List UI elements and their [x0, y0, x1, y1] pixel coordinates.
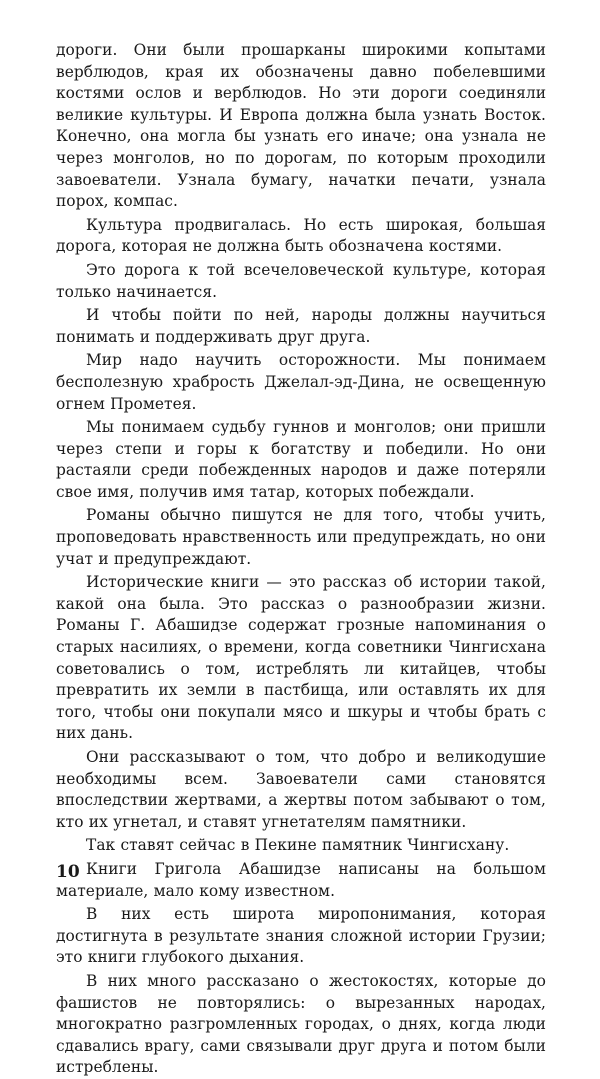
paragraph-13: В них много рассказано о жестокостях, которые до фашистов не повторялись: о вырезанных народах, многократно разгромленных городах, о днях, когда люди сдавались врагу, сами связывали друг друга и потом были истреблены.	[56, 971, 546, 1077]
page-body	[56, 40, 546, 1079]
paragraph-1: дороги. Они были прошарканы широкими копытами верблюдов, края их обозначены давно побелевшими костями ослов и верблюдов. Но эти дороги соединяли великие культуры. И Европа должна была узнать Восток. Конечно, она могла бы узнать его иначе; она узнала не через монголов, но по дорогам, по которым проходили завоеватели. Узнала бумагу, начатки печати, узнала порох, компас.	[56, 41, 546, 211]
paragraph-7: Романы обычно пишутся не для того, чтобы учить, проповедовать нравственность или предупреждать, но они учат и предупреждают.	[56, 506, 546, 568]
paragraph-6: Мы понимаем судьбу гуннов и монголов; они пришли через степи и горы к богатству и победили. Но они растаяли среди побежденных народов и даже потеряли свое имя, получив имя татар, которых побеждали.	[56, 418, 546, 501]
paragraph-12: В них есть широта миропонимания, которая достигнута в результате знания сложной истории Грузии; это книги глубокого дыхания.	[56, 905, 546, 967]
paragraph-9: Они рассказывают о том, что добро и великодушие необходимы всем. Завоеватели сами становятся впоследствии жертвами, а жертвы потом забывают о том, кто их угнетал, и ставят угнетателям памятники.	[56, 748, 546, 831]
paragraph-5: Мир надо научить осторожности. Мы понимаем бесполезную храбрость Джелал-эд-Дина, не освещенную огнем Прометея.	[56, 351, 546, 413]
paragraph-8: Исторические книги — это рассказ об истории такой, какой она была. Это рассказ о разнообразии жизни. Романы Г. Абашидзе содержат грозные напоминания о старых насилиях, о времени, когда советники Чингисхана советовались о том, истреблять ли китайцев, чтобы превратить их земли в пастбища, или оставлять их для того, чтобы они покупали мясо и шкуры и чтобы брать с них дань.	[56, 573, 546, 743]
paragraph-3: Это дорога к той всечеловеческой культуре, которая только начинается.	[56, 260, 546, 301]
paragraph-2: Культура продвигалась. Но есть широкая, большая дорога, которая не должна быть обозначена костями.	[56, 215, 546, 256]
paragraph-10: Так ставят сейчас в Пекине памятник Чингисхану.	[86, 836, 510, 855]
paragraph-4: И чтобы пойти по ней, народы должны научиться понимать и поддерживать друг друга.	[56, 306, 546, 346]
page-number: 10	[56, 862, 80, 882]
paragraph-11: Книги Григола Абашидзе написаны на большом материале, мало кому известном.	[56, 859, 546, 900]
